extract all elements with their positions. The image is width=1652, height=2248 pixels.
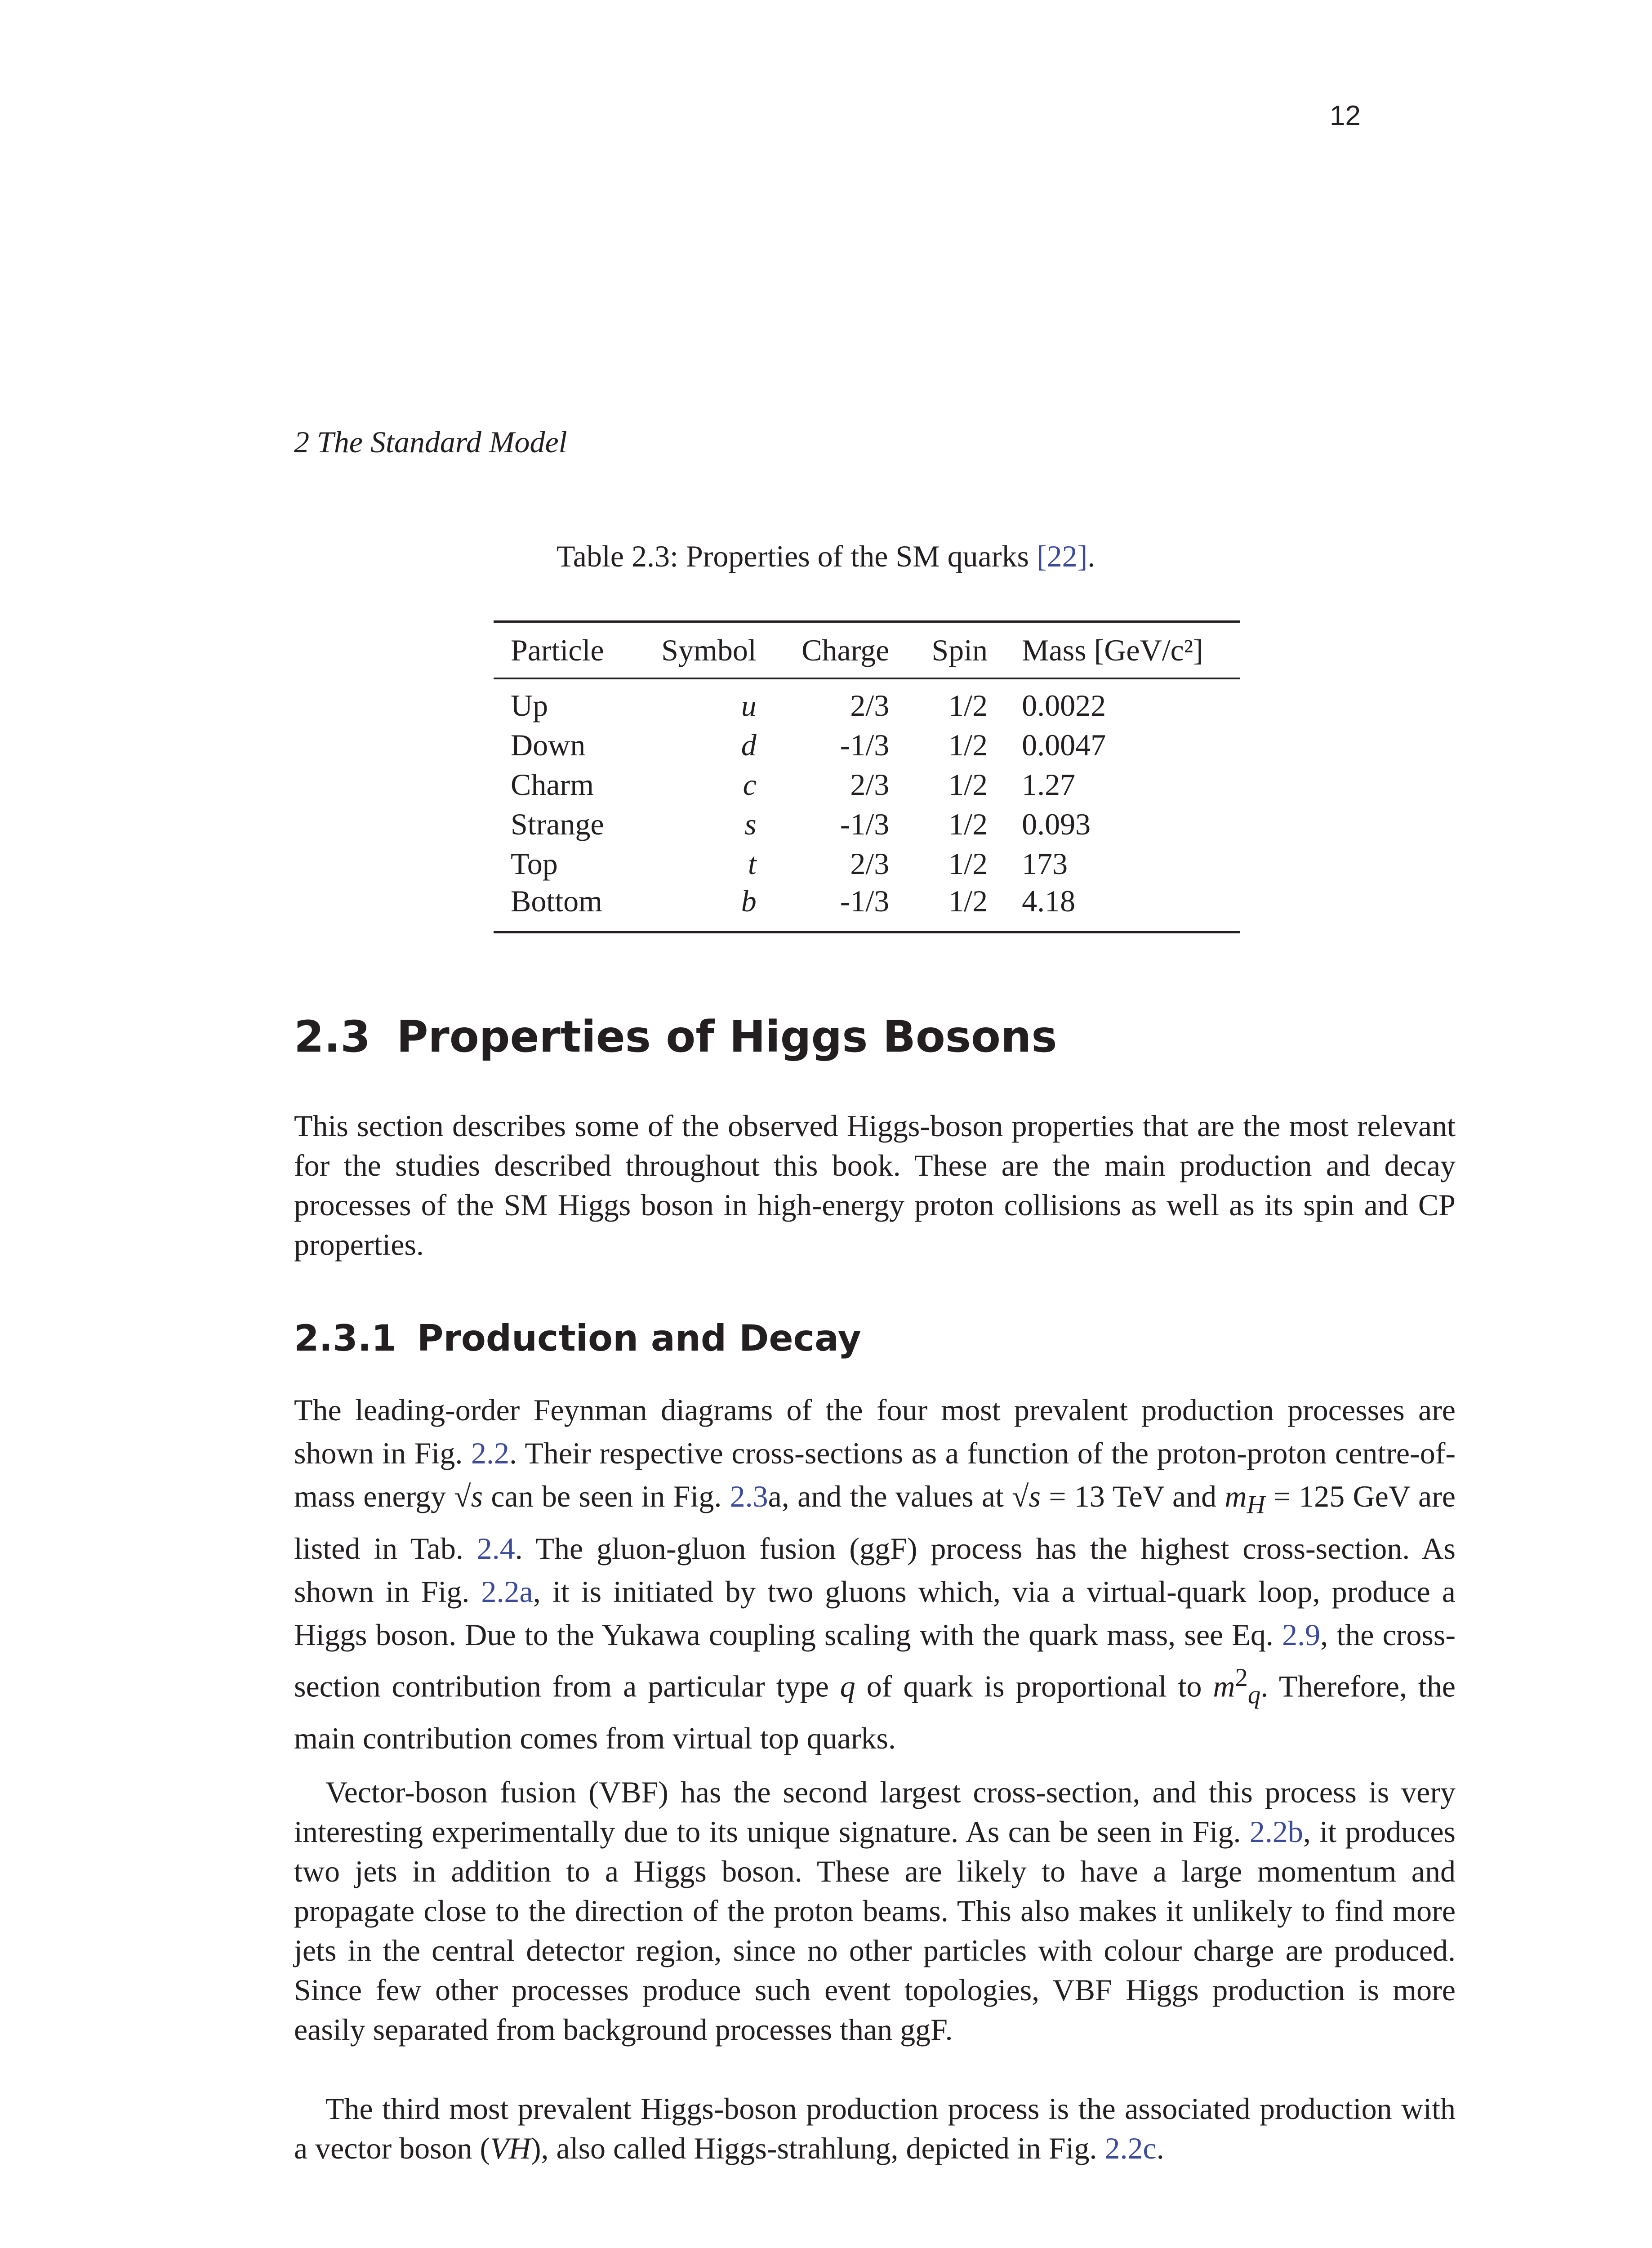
math-subscript: H (1247, 1491, 1265, 1519)
cell-spin: 1/2 (948, 807, 988, 841)
math-symbol: s (471, 1479, 483, 1513)
cell-spin: 1/2 (948, 688, 988, 723)
text-run: a, and the values at √ (768, 1479, 1029, 1513)
cell-charge: -1/3 (840, 727, 890, 762)
cell-symbol: t (748, 846, 757, 881)
header-charge: Charge (774, 622, 907, 679)
figure-ref-link[interactable]: 2.2b (1249, 1815, 1303, 1849)
equation-ref-link[interactable]: 2.9 (1282, 1617, 1321, 1652)
table-caption-text: Table 2.3: Properties of the SM quarks (557, 539, 1037, 573)
cell-charge: -1/3 (840, 807, 890, 841)
text-run: . (1156, 2131, 1164, 2165)
cell-symbol: u (741, 688, 757, 723)
header-mass: Mass [GeV/c²] (1005, 622, 1240, 679)
text-run: ), also called Higgs-strahlung, depicted in Fig. (530, 2131, 1105, 2165)
cell-symbol: d (741, 727, 757, 762)
table-row (494, 765, 1240, 804)
figure-ref-link[interactable]: 2.3 (730, 1479, 768, 1513)
table-row (494, 844, 1240, 883)
cell-mass: 173 (1022, 846, 1068, 881)
text-run: The leading-order Feynman diagrams of the four most prevalent production processes are shown in Fig. (294, 1393, 1456, 1470)
figure-ref-link[interactable]: 2.2 (471, 1436, 509, 1470)
section-heading (294, 1012, 1057, 1062)
cell-symbol: c (743, 767, 757, 802)
table-caption (557, 539, 1095, 574)
math-symbol: m (1213, 1669, 1235, 1704)
production-paragraph (294, 1388, 1456, 1760)
vbf-paragraph (294, 1772, 1456, 2049)
table-caption-end: . (1087, 539, 1095, 573)
cell-mass: 0.0047 (1022, 727, 1106, 762)
math-symbol: s (1029, 1479, 1041, 1513)
text-run: The third most prevalent Higgs-boson production process is the associated production with a vector boson ( (294, 2092, 1456, 2165)
cell-symbol: s (744, 807, 757, 841)
math-subscript: q (1247, 1681, 1261, 1709)
text-run: , the cross-section contribution from a particular type (294, 1617, 1456, 1704)
cell-particle: Charm (511, 767, 594, 802)
quark-properties-table (494, 620, 1240, 933)
cell-charge: 2/3 (850, 688, 890, 723)
text-run: . Therefore, the main contribution comes from virtual top quarks. (294, 1669, 1456, 1755)
figure-ref-link[interactable]: 2.2a (481, 1574, 533, 1609)
subsection-number: 2.3.1 (294, 1317, 396, 1359)
figure-ref-link[interactable]: 2.2c (1104, 2131, 1157, 2165)
math-symbol: q (840, 1669, 855, 1704)
table-row (494, 804, 1240, 844)
text-run: = 125 GeV are listed in Tab. (294, 1479, 1456, 1566)
cell-mass: 1.27 (1022, 767, 1076, 802)
table-row (494, 725, 1240, 765)
cell-particle: Strange (511, 807, 604, 841)
cell-spin: 1/2 (948, 846, 988, 881)
cell-charge: -1/3 (774, 883, 907, 932)
table-ref-link[interactable]: 2.4 (476, 1531, 515, 1566)
table-header-row (494, 622, 1240, 679)
text-run: = 13 TeV and (1040, 1479, 1225, 1513)
subsection-title: Production and Decay (417, 1317, 861, 1359)
cell-spin: 1/2 (948, 767, 988, 802)
cell-charge: 2/3 (850, 846, 890, 881)
text-run: . The gluon-gluon fusion (ggF) process has the highest cross-section. As shown in Fig. (294, 1531, 1456, 1609)
cell-mass: 4.18 (1005, 883, 1240, 932)
citation-link[interactable]: [22] (1036, 539, 1088, 573)
text-run: , it is initiated by two gluons which, via a virtual-quark loop, produce a Higgs boson. Due to the Yukawa coupling scaling with the quark mass, see Eq. (294, 1574, 1456, 1652)
cell-particle: Down (511, 727, 586, 762)
vh-paragraph (294, 2089, 1456, 2168)
page-number: 12 (1330, 100, 1361, 131)
cell-charge: 2/3 (850, 767, 890, 802)
header-particle: Particle (494, 622, 632, 679)
cell-particle: Bottom (494, 883, 632, 932)
section-title: Properties of Higgs Bosons (396, 1012, 1057, 1062)
math-symbol: m (1225, 1479, 1247, 1513)
table-row (494, 678, 1240, 725)
header-spin: Spin (906, 622, 1005, 679)
text-run: , it produces two jets in addition to a Higgs boson. These are likely to have a large momentum and propagate close to the direction of the proton beams. This also makes it unlikely to find more jets in the central detector region, since no other particles with colour charge are produced. Since few other processes produce such event topologies, VBF Higgs production is more easily separated from background processes than ggF. (294, 1815, 1456, 2047)
running-head: 2 The Standard Model (294, 425, 567, 459)
text-run: Vector-boson fusion (VBF) has the second largest cross-section, and this process is very interesting experimentally due to its unique signature. As can be seen in Fig. (294, 1775, 1456, 1849)
text-run: can be seen in Fig. (483, 1479, 730, 1513)
section-number: 2.3 (294, 1012, 371, 1062)
cell-spin: 1/2 (948, 727, 988, 762)
math-symbol: VH (490, 2131, 531, 2165)
cell-mass: 0.093 (1022, 807, 1091, 841)
header-symbol: Symbol (632, 622, 774, 679)
math-superscript: 2 (1235, 1664, 1248, 1692)
table-row (494, 883, 1240, 932)
cell-particle: Up (511, 688, 548, 723)
section-intro-paragraph: This section describes some of the observed Higgs-boson properties that are the most relevant for the studies described throughout this book. These are the main production and decay processes of the SM Higgs boson in high-energy proton collisions as well as its spin and CP properties. (294, 1109, 1456, 1262)
text-run: of quark is proportional to (855, 1669, 1213, 1704)
subsection-heading (294, 1317, 861, 1359)
cell-spin: 1/2 (906, 883, 1005, 932)
cell-mass: 0.0022 (1022, 688, 1106, 723)
cell-particle: Top (511, 846, 558, 881)
cell-symbol: b (632, 883, 774, 932)
text-run: . Their respective cross-sections as a function of the proton-proton centre-of-mass energy √ (294, 1436, 1456, 1513)
